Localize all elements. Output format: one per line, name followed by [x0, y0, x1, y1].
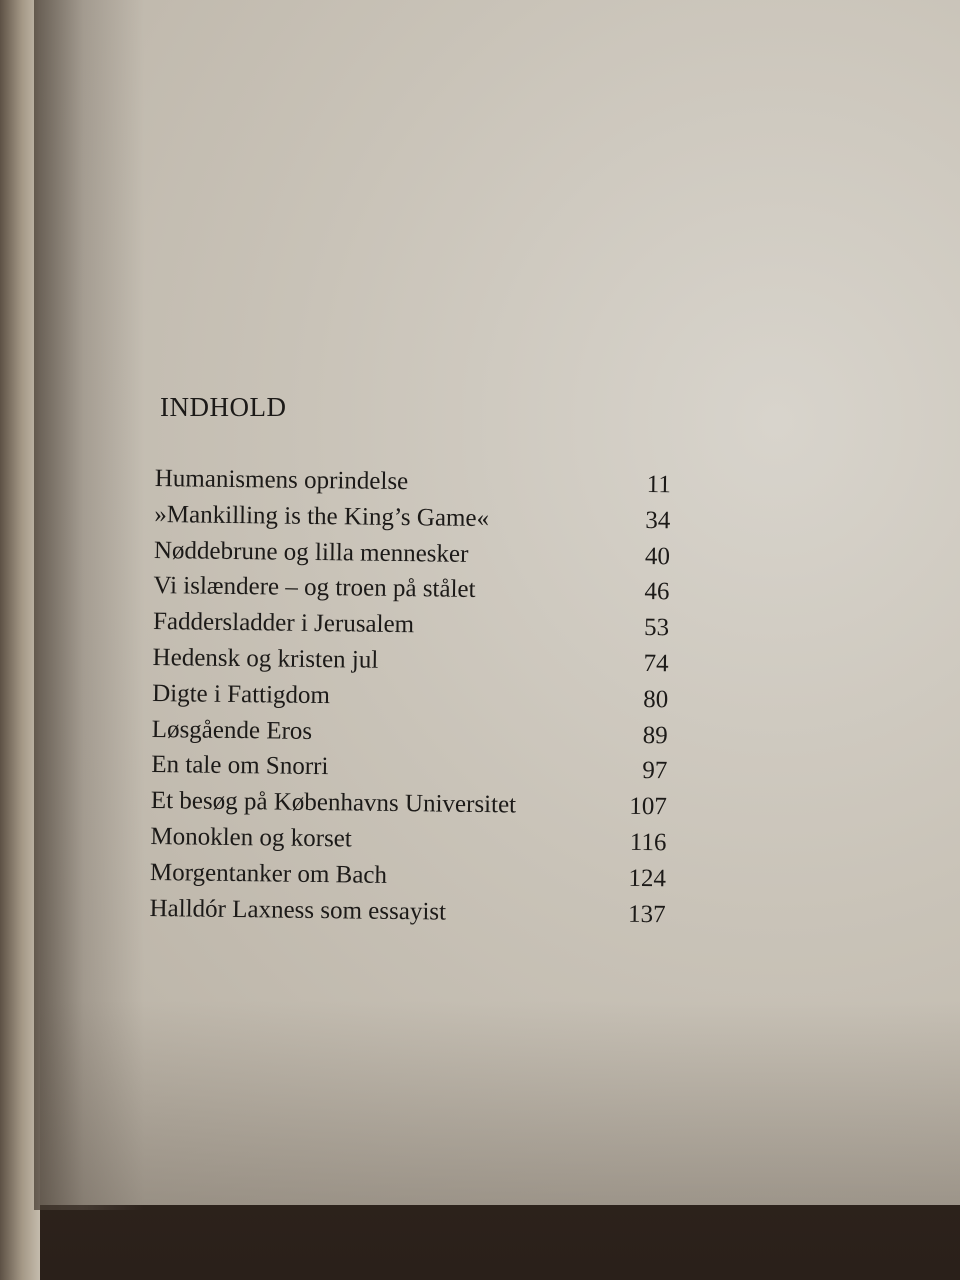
toc-entry-title: Humanismens oprindelse — [154, 465, 409, 496]
toc-entry-title: Vi islændere – og troen på stålet — [153, 572, 476, 604]
book-spine-edge — [0, 0, 40, 1280]
toc-entry-title: Hedensk og kristen jul — [152, 643, 379, 674]
toc-entry-title: En tale om Snorri — [151, 751, 329, 781]
toc-entry-title: Monoklen og korset — [150, 822, 352, 853]
toc-entry-page: 53 — [643, 614, 670, 642]
toc-entry-title: Et besøg på Københavns Universitet — [150, 787, 517, 819]
toc-entry-title: Digte i Fattigdom — [152, 679, 331, 709]
toc-entry-page: 46 — [644, 578, 670, 606]
toc-entry-page: 74 — [643, 649, 669, 678]
toc-entry-title: Morgentanker om Bach — [149, 858, 388, 889]
toc-entry — [149, 895, 669, 937]
toc-entry-page: 34 — [645, 506, 671, 535]
toc-entry-page: 116 — [629, 828, 667, 857]
toc-entry-page: 97 — [642, 757, 668, 785]
toc-entry-page: 137 — [627, 900, 666, 928]
toc-entry-page: 11 — [646, 471, 671, 499]
toc-entry-page: 40 — [644, 542, 671, 570]
toc-entry-page: 89 — [642, 721, 668, 749]
toc-entry-title: »Mankilling is the King’s Game« — [154, 500, 490, 532]
toc-entry-title: Løsgående Eros — [151, 715, 313, 745]
toc-entry-page: 124 — [628, 864, 667, 893]
toc-entry-title: Halldór Laxness som essayist — [149, 894, 447, 926]
toc-heading: INDHOLD — [160, 392, 287, 422]
toc-entry-title: Faddersladder i Jerusalem — [152, 608, 415, 639]
toc-entry-title: Nøddebrune og lilla mennesker — [153, 536, 469, 568]
table-of-contents — [149, 465, 675, 937]
toc-entry-page: 80 — [643, 685, 669, 714]
toc-entry-page: 107 — [629, 792, 668, 821]
